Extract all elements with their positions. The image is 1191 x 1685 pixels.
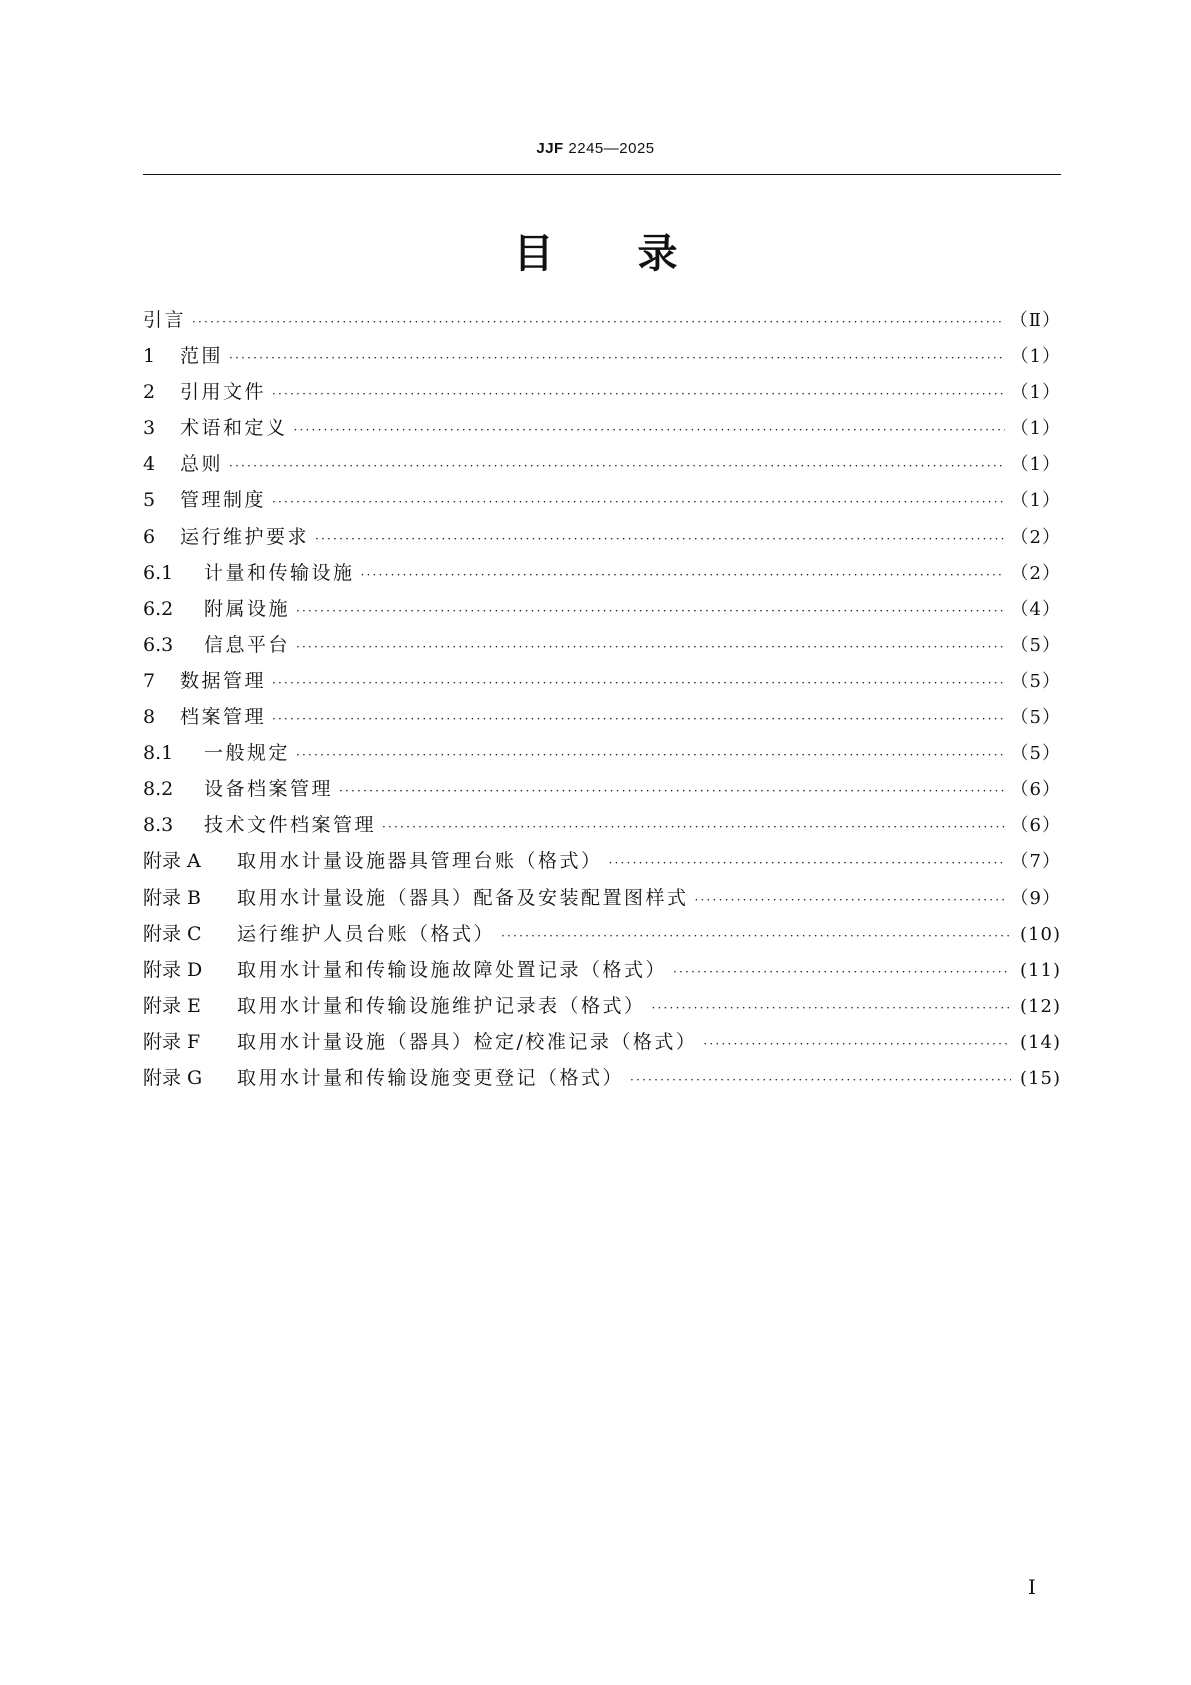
toc-number: 3: [143, 417, 156, 440]
toc-number: 6.1: [143, 561, 174, 584]
toc-label: 数据管理: [180, 669, 267, 692]
toc-page: （6）: [1010, 815, 1061, 837]
toc-number: 7: [143, 669, 156, 692]
toc-entry[interactable]: [143, 410, 1061, 446]
toc-label: 运行维护要求: [180, 525, 310, 548]
toc-entry[interactable]: [143, 1024, 1061, 1060]
toc-number: 附录 D: [143, 958, 203, 981]
toc-number: 附录 C: [143, 922, 202, 945]
toc-page: (11): [1020, 959, 1061, 981]
toc-page: (15): [1020, 1067, 1061, 1089]
toc-leader-dots: [382, 809, 1005, 845]
toc-label: 取用水计量和传输设施维护记录表（格式）: [237, 994, 646, 1017]
toc-leader-dots: [703, 1026, 1011, 1062]
toc-leader-dots: [652, 990, 1011, 1026]
page-title: [0, 222, 1191, 279]
toc-number: 8.3: [143, 814, 174, 837]
table-of-contents: [143, 302, 1061, 1096]
title-char-1: 目: [513, 231, 554, 277]
toc-leader-dots: [339, 773, 1005, 809]
toc-leader-dots: [296, 737, 1005, 773]
toc-leader-dots: [673, 954, 1011, 990]
toc-entry[interactable]: [143, 916, 1061, 952]
toc-number: 附录 G: [143, 1066, 203, 1089]
toc-label: 运行维护人员台账（格式）: [237, 922, 496, 945]
toc-label: 一般规定: [204, 742, 291, 765]
toc-entry[interactable]: [143, 482, 1061, 518]
toc-number: 附录 B: [143, 886, 202, 909]
toc-entry[interactable]: [143, 843, 1061, 879]
toc-page: （5）: [1010, 634, 1061, 656]
toc-entry[interactable]: [143, 952, 1061, 988]
toc-leader-dots: [695, 882, 1005, 918]
toc-entry[interactable]: [143, 988, 1061, 1024]
toc-entry[interactable]: [143, 663, 1061, 699]
toc-page: （5）: [1010, 670, 1061, 692]
toc-number: 6: [143, 525, 156, 548]
standard-number: 2245—2025: [568, 140, 655, 157]
toc-label: 范围: [180, 345, 224, 368]
toc-label: 管理制度: [180, 489, 267, 512]
toc-label: 取用水计量和传输设施故障处置记录（格式）: [237, 958, 668, 981]
toc-label: 计量和传输设施: [204, 561, 355, 584]
toc-entry[interactable]: [143, 338, 1061, 374]
toc-page: （5）: [1010, 743, 1061, 765]
toc-leader-dots: [272, 701, 1005, 737]
toc-page: （2）: [1010, 562, 1061, 584]
toc-label: 信息平台: [204, 633, 291, 656]
standard-code: JJF: [536, 140, 564, 157]
toc-page: （4）: [1010, 598, 1061, 620]
toc-leader-dots: [315, 521, 1005, 557]
toc-leader-dots: [609, 845, 1005, 881]
toc-number: 8.1: [143, 742, 174, 765]
toc-page: （6）: [1010, 779, 1061, 801]
toc-page: （7）: [1010, 851, 1061, 873]
toc-number: 5: [143, 489, 156, 512]
toc-number: 8: [143, 706, 156, 729]
toc-page: (12): [1020, 995, 1061, 1017]
toc-number: 2: [143, 381, 156, 404]
toc-entry[interactable]: [143, 555, 1061, 591]
toc-page: （1）: [1010, 382, 1061, 404]
toc-entry[interactable]: [143, 627, 1061, 663]
toc-entry[interactable]: [143, 1060, 1061, 1096]
toc-number: 4: [143, 453, 156, 476]
toc-label: 附属设施: [204, 597, 291, 620]
toc-label: 引用文件: [180, 381, 267, 404]
toc-label: 取用水计量和传输设施变更登记（格式）: [237, 1066, 625, 1089]
toc-label: 技术文件档案管理: [204, 814, 377, 837]
toc-label: 设备档案管理: [204, 778, 334, 801]
toc-number: 8.2: [143, 778, 174, 801]
toc-entry[interactable]: [143, 735, 1061, 771]
toc-label: 取用水计量设施器具管理台账（格式）: [237, 850, 603, 873]
toc-entry[interactable]: [143, 519, 1061, 555]
toc-leader-dots: [272, 665, 1005, 701]
toc-page: （1）: [1010, 346, 1061, 368]
toc-leader-dots: [272, 484, 1005, 520]
page-number: Ⅰ: [1028, 1575, 1036, 1599]
toc-leader-dots: [296, 629, 1005, 665]
toc-leader-dots: [294, 412, 1005, 448]
toc-entry[interactable]: [143, 771, 1061, 807]
toc-number: 附录 E: [143, 994, 201, 1017]
toc-leader-dots: [229, 340, 1005, 376]
toc-leader-dots: [501, 918, 1011, 954]
toc-entry[interactable]: [143, 446, 1061, 482]
toc-entry[interactable]: [143, 880, 1061, 916]
running-header: [0, 140, 1191, 157]
toc-entry[interactable]: [143, 807, 1061, 843]
toc-page: （1）: [1010, 490, 1061, 512]
toc-page: （1）: [1010, 454, 1061, 476]
toc-number: 6.3: [143, 633, 174, 656]
toc-page: （1）: [1010, 418, 1061, 440]
toc-number: 1: [143, 345, 156, 368]
toc-number: 附录 A: [143, 850, 201, 873]
toc-label: 总则: [180, 453, 224, 476]
toc-page: (10): [1020, 923, 1061, 945]
toc-page: （5）: [1010, 707, 1061, 729]
toc-leader-dots: [229, 448, 1005, 484]
toc-number: 6.2: [143, 597, 174, 620]
toc-page: （9）: [1010, 887, 1061, 909]
toc-entry[interactable]: [143, 374, 1061, 410]
toc-leader-dots: [296, 593, 1005, 629]
toc-leader-dots: [192, 304, 1004, 340]
toc-entry[interactable]: [143, 591, 1061, 627]
toc-label: 引言: [143, 309, 187, 331]
toc-label: 取用水计量设施（器具）检定/校准记录（格式）: [237, 1030, 698, 1053]
header-rule: [143, 174, 1061, 175]
toc-number: 附录 F: [143, 1030, 201, 1053]
toc-label: 取用水计量设施（器具）配备及安装配置图样式: [237, 886, 689, 909]
toc-label: 术语和定义: [180, 417, 288, 440]
toc-leader-dots: [361, 557, 1005, 593]
toc-leader-dots: [272, 376, 1005, 412]
toc-label: 档案管理: [180, 706, 267, 729]
toc-leader-dots: [630, 1062, 1011, 1098]
toc-entry[interactable]: [143, 699, 1061, 735]
title-char-2: 录: [637, 231, 678, 277]
toc-entry[interactable]: [143, 302, 1061, 338]
toc-page: （2）: [1010, 526, 1061, 548]
toc-page: (14): [1020, 1031, 1061, 1053]
toc-page: （Ⅱ）: [1009, 310, 1061, 331]
